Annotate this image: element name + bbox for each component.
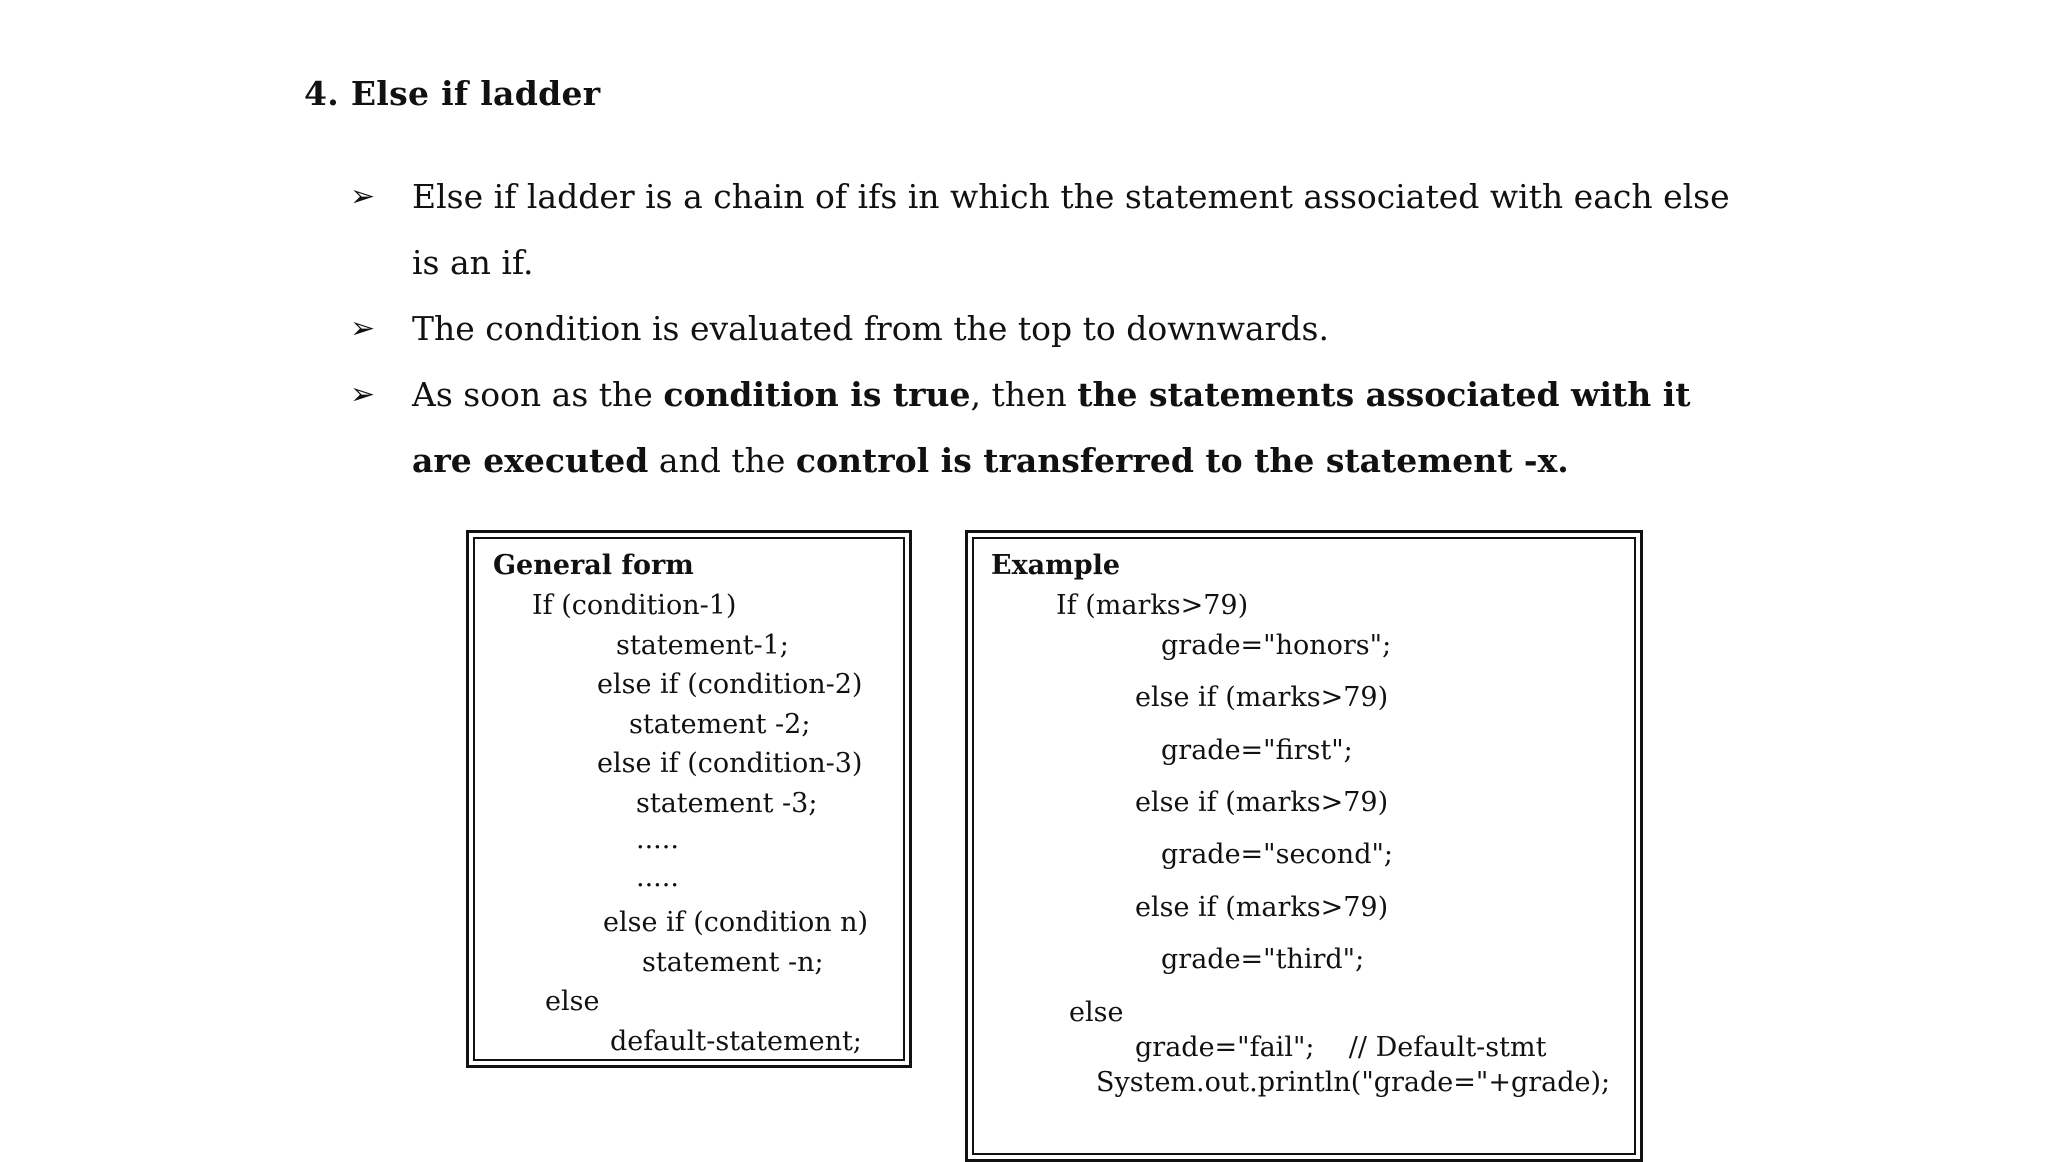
code-line: statement -2; bbox=[629, 709, 811, 740]
general-form-box bbox=[466, 530, 912, 1068]
bullet-text-part: As soon as the bbox=[412, 375, 664, 414]
code-line: ..... bbox=[636, 862, 679, 893]
code-line: grade="fail"; // Default-stmt bbox=[1135, 1032, 1547, 1063]
right-arrowhead-icon: ➢ bbox=[350, 311, 376, 346]
code-line: grade="first"; bbox=[1161, 735, 1353, 766]
bullet-text-part: The condition is evaluated from the top to downwards. bbox=[412, 309, 1329, 348]
code-line: grade="honors"; bbox=[1161, 630, 1392, 661]
code-line: statement -3; bbox=[636, 788, 818, 819]
code-line: else if (marks>79) bbox=[1135, 787, 1389, 818]
bullet-text-bold: condition is true bbox=[663, 375, 971, 414]
code-line: else if (condition n) bbox=[603, 907, 869, 938]
code-line: System.out.println("grade="+grade); bbox=[1096, 1067, 1611, 1098]
general-form-title: General form bbox=[493, 550, 694, 581]
code-line: grade="third"; bbox=[1161, 944, 1365, 975]
example-title: Example bbox=[991, 550, 1121, 581]
bullet-text-part: , then bbox=[970, 375, 1078, 414]
bullet-text-bold: the statements associated with it are executed bbox=[412, 375, 1691, 480]
code-line: else if (marks>79) bbox=[1135, 892, 1389, 923]
code-line: statement-1; bbox=[616, 630, 789, 661]
code-line: else if (condition-2) bbox=[597, 669, 863, 700]
code-line: grade="second"; bbox=[1161, 839, 1393, 870]
code-line: default-statement; bbox=[610, 1026, 862, 1057]
code-line: If (marks>79) bbox=[1056, 590, 1249, 621]
bullet-item bbox=[350, 362, 1750, 494]
bullet-text-part: and the bbox=[648, 441, 796, 480]
code-line: ..... bbox=[636, 824, 679, 855]
general-form-inner-border bbox=[473, 537, 905, 1061]
bullet-text bbox=[412, 177, 1730, 282]
bullet-text-bold: control is transferred to the statement -x. bbox=[795, 441, 1569, 480]
example-inner-border bbox=[972, 537, 1636, 1155]
bullet-list bbox=[350, 164, 1750, 494]
section-heading: 4. Else if ladder bbox=[304, 74, 601, 113]
code-line: else bbox=[1069, 997, 1124, 1028]
code-line: else if (marks>79) bbox=[1135, 682, 1389, 713]
example-box bbox=[965, 530, 1643, 1162]
code-line: else if (condition-3) bbox=[597, 748, 863, 779]
bullet-text bbox=[412, 375, 1691, 480]
code-line: else bbox=[545, 986, 600, 1017]
right-arrowhead-icon: ➢ bbox=[350, 179, 376, 214]
bullet-item bbox=[350, 296, 1750, 362]
code-line: If (condition-1) bbox=[532, 590, 737, 621]
bullet-text bbox=[412, 309, 1329, 348]
bullet-text-part: Else if ladder is a chain of ifs in which the statement associated with each else is an if. bbox=[412, 177, 1730, 282]
right-arrowhead-icon: ➢ bbox=[350, 377, 376, 412]
bullet-item bbox=[350, 164, 1750, 296]
code-line: statement -n; bbox=[642, 947, 824, 978]
